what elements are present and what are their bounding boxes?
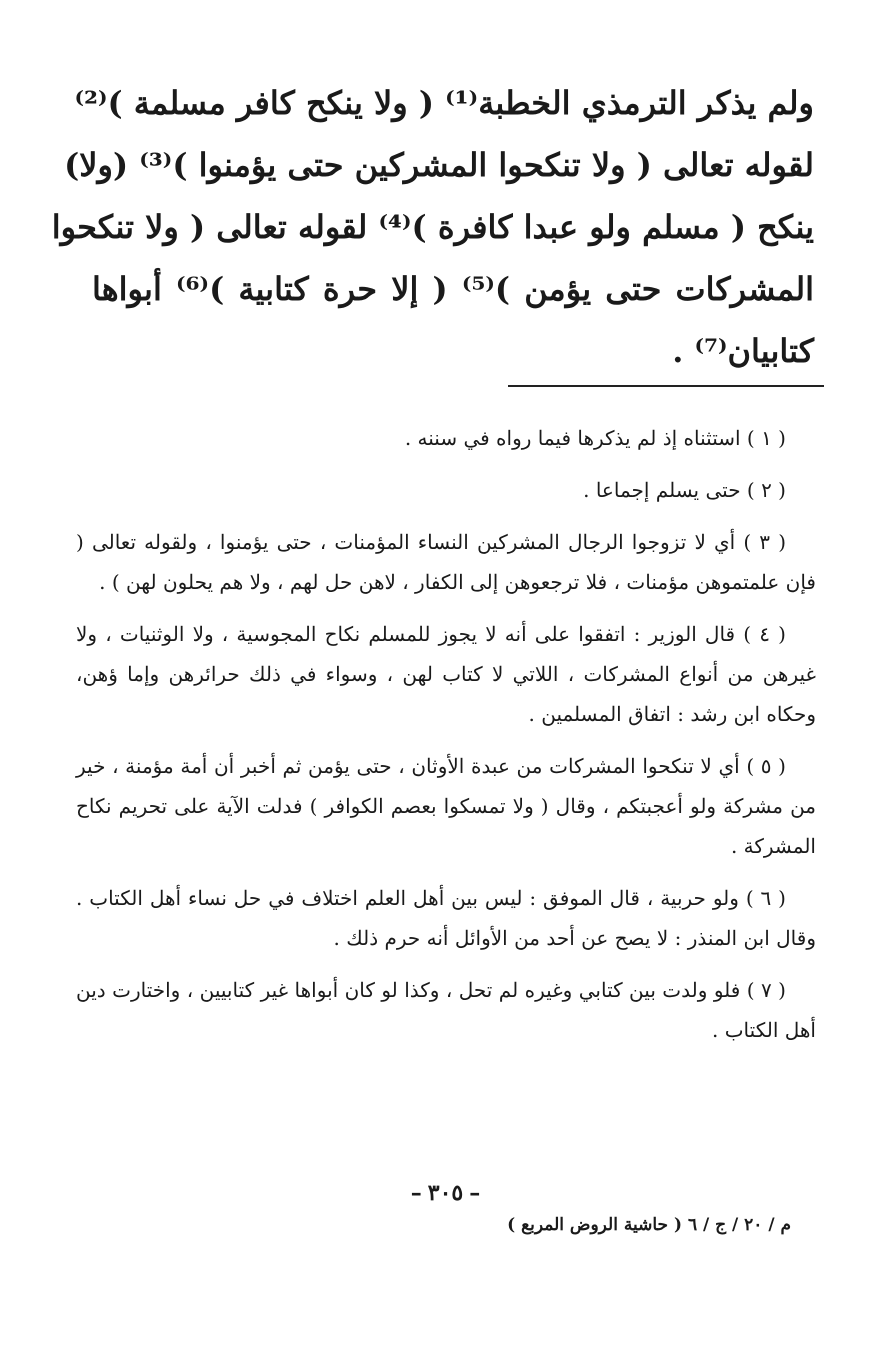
page-number-value: ٣٠٥	[427, 1180, 464, 1206]
main-text-line: المشركات حتى يؤمن )⁽⁵⁾ ( إلا حرة كتابية )⁽⁶⁾ أبواها	[92, 270, 815, 308]
page-number-dash: –	[469, 1180, 481, 1206]
main-text-line: كتابيان⁽⁷⁾ .	[672, 332, 814, 370]
footnote-1: ( ١ ) استثناه إذ لم يذكرها فيما رواه في سننه .	[404, 426, 786, 450]
footnote-3: ( ٣ ) أي لا تزوجوا الرجال المشركين النساء المؤمنات ، حتى يؤمنوا ، ولقوله تعالى ( فإن علمتموهن مؤمنات ، فلا ترجعوهن إلى الكفار ، لاهن حل لهم ، ولا هم يحلون لهن ) .	[76, 530, 816, 594]
page-number	[0, 1180, 891, 1206]
main-text-line: ينكح ( مسلم ولو عبدا كافرة )⁽⁴⁾ لقوله تعالى ( ولا تنكحوا	[51, 208, 814, 246]
footnote-2: ( ٢ ) حتى يسلم إجماعا .	[583, 478, 786, 502]
footnote-5: ( ٥ ) أي لا تنكحوا المشركات من عبدة الأوثان ، حتى يؤمن ثم أخبر أن أمة مؤمنة ، خير من مشركة ولو أعجبتكم ، وقال ( ولا تمسكوا بعصم الكوافر ) فدلت الآية على تحريم نكاح المشركة .	[76, 754, 816, 858]
footnotes	[76, 418, 816, 1062]
main-text-line: ولم يذكر الترمذي الخطبة⁽¹⁾ ( ولا ينكح كافر مسلمة )⁽²⁾	[74, 84, 814, 122]
footnote-6: ( ٦ ) ولو حربية ، قال الموفق : ليس بين أهل العلم اختلاف في حل نساء أهل الكتاب . وقال ابن المنذر : لا يصح عن أحد من الأوائل أنه حرم ذلك .	[76, 886, 816, 950]
main-text-line: لقوله تعالى ( ولا تنكحوا المشركين حتى يؤمنوا )⁽³⁾ (ولا)	[64, 146, 814, 184]
page-number-dash: –	[410, 1180, 422, 1206]
footnote-7: ( ٧ ) فلو ولدت بين كتابي وغيره لم تحل ، وكذا لو كان أبواها غير كتابيين ، واختارت دين أهل الكتاب .	[76, 978, 816, 1042]
footnote-separator	[508, 385, 824, 387]
footnote-4: ( ٤ ) قال الوزير : اتفقوا على أنه لا يجوز للمسلم نكاح المجوسية ، ولا الوثنيات ، ولا غيرهن من أنواع المشركات ، اللاتي لا كتاب لهن ، وسواء في ذلك حرائرهن وإما ؤهن، وحكاه ابن رشد : اتفاق المسلمين .	[76, 622, 816, 726]
footer-code: م / ٢٠ / ج / ٦ ( حاشية الروض المربع )	[507, 1215, 791, 1235]
main-text	[51, 72, 815, 382]
